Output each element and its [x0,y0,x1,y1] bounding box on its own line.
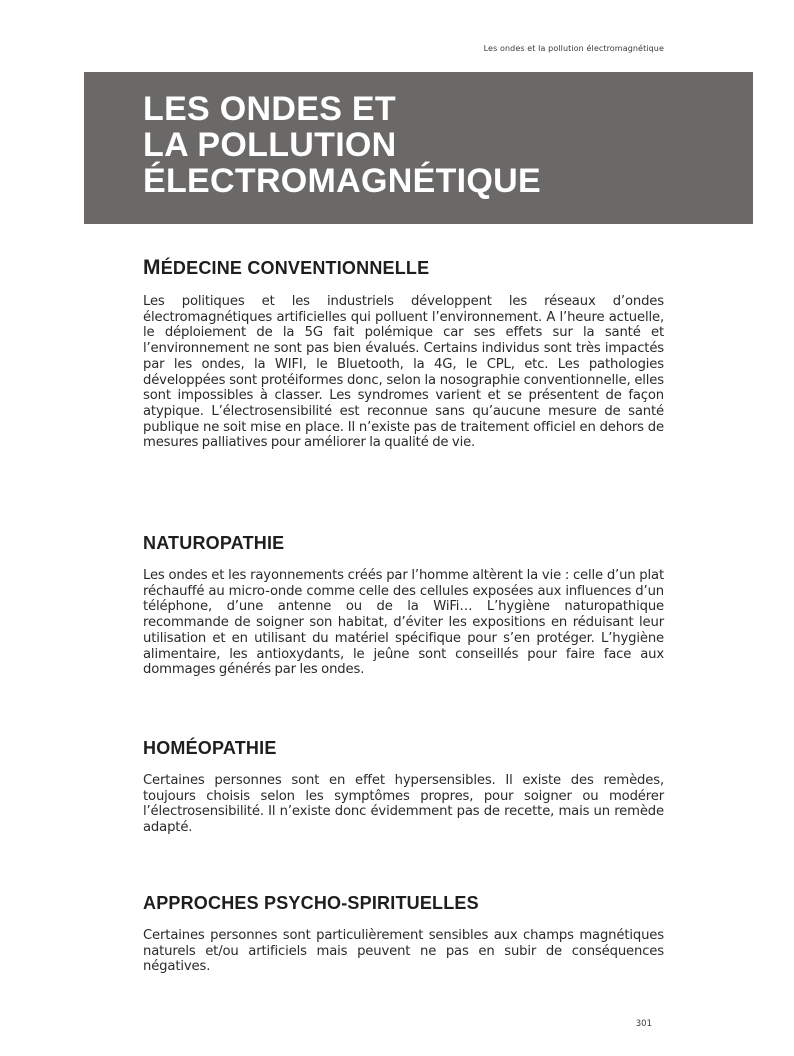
chapter-title-band [84,72,753,224]
heading-rest: ÉDECINE CONVENTIONNELLE [160,258,430,278]
section-body: Certaines personnes sont particulièrement sensibles aux champs magnétiques naturels et/ou artificiels mais peuvent ne pas en subir de conséquences négatives. [143,928,664,975]
chapter-title-line-2: LA POLLUTION [143,126,397,164]
section-body: Certaines personnes sont en effet hypersensibles. Il existe des remèdes, toujours choisis selon les symptômes propres, pour soigner ou modérer l’électrosensibilité. Il n’existe donc évidemment pas de recette, mais un remède adapté. [143,773,664,836]
section-naturopathie [143,533,664,678]
page-number: 301 [635,1019,652,1029]
section-medecine-conventionnelle [143,256,664,451]
section-body: Les politiques et les industriels développent les réseaux d’ondes électromagnétiques artificielles qui polluent l’environnement. A l’heure actuelle, le déploiement de la 5G fait polémique car ses effets sur la santé et l’environnement ne sont pas bien évalués. Certains individus sont très impactés par les ondes, la WIFI, le Bluetooth, la 4G, le CPL, etc. Les pathologies développées sont protéiformes donc, selon la nosographie conventionnelle, elles sont impossibles à classer. Les syndromes varient et se présentent de façon atypique. L’électrosensibilité est reconnue sans qu’aucune mesure de santé publique ne soit mise en place. Il n’existe pas de traitement officiel en dehors de mesures palliatives pour améliorer la qualité de vie. [143,294,664,451]
section-heading: HOMÉOPATHIE [143,738,277,758]
section-body: Les ondes et les rayonnements créés par l’homme altèrent la vie : celle d’un plat réchauffé au micro-onde comme celle des cellules exposées aux influences d’un téléphone, d’une antenne ou de la WiFi… L’hygiène naturopathique recommande de soigner son habitat, d’éviter les expositions en réduisant leur utilisation et en utilisant du matériel spécifique pour s’en protéger. L’hygiène alimentaire, les antioxydants, le jeûne sont conseillés pour faire face aux dommages générés par les ondes. [143,568,664,678]
section-heading: NATUROPATHIE [143,533,285,553]
section-approches-psycho-spirituelles [143,893,664,975]
section-homeopathie [143,738,664,836]
chapter-title-line-3: ÉLECTROMAGNÉTIQUE [143,162,541,200]
chapter-title [143,91,541,199]
section-heading: APPROCHES PSYCHO-SPIRITUELLES [143,893,479,913]
running-header: Les ondes et la pollution électromagnétique [483,44,664,53]
chapter-title-line-1: LES ONDES ET [143,90,396,128]
section-heading [143,256,664,280]
heading-initial: M [143,256,161,279]
